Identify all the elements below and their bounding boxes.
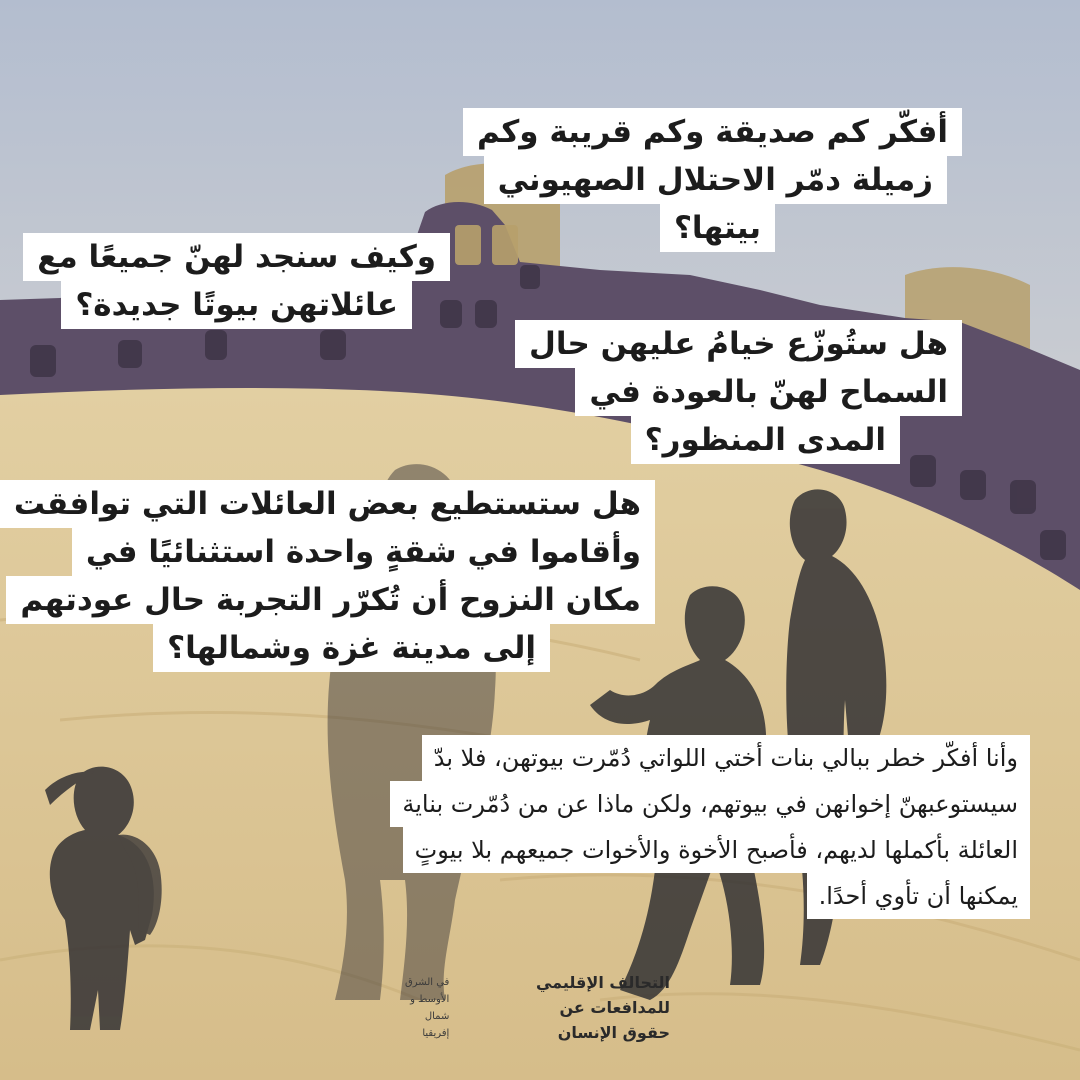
logo-region-text bbox=[405, 974, 449, 1042]
logo-main-line-3: حقوق الإنسان bbox=[557, 1023, 670, 1042]
logo-main-line-1: التحالف الإقليمي bbox=[535, 973, 670, 992]
logo-main-line-2: للمدافعات عن bbox=[559, 998, 670, 1017]
quote-3-line-3: المدى المنظور؟ bbox=[631, 416, 900, 464]
logo-region-line-3: شمال bbox=[424, 1011, 450, 1022]
quote-4-line-1: هل ستستطيع بعض العائلات التي توافقت bbox=[0, 480, 655, 528]
quote-4-line-4: إلى مدينة غزة وشمالها؟ bbox=[153, 624, 550, 672]
quote-2-line-2: عائلاتهن بيوتًا جديدة؟ bbox=[61, 281, 412, 329]
narration-line-1: وأنا أفكّر خطر ببالي بنات أختي اللواتي دُمّرت بيوتهن، فلا بدّ bbox=[422, 735, 1030, 781]
narration-line-4: يمكنها أن تأوي أحدًا. bbox=[807, 873, 1030, 919]
quote-4-line-3: مكان النزوح أن تُكرّر التجربة حال عودتهم bbox=[6, 576, 655, 624]
logo-region-line-1: في الشرق bbox=[405, 977, 450, 988]
quote-1-line-3: بيتها؟ bbox=[660, 204, 775, 252]
quote-1-line-2: زميلة دمّر الاحتلال الصهيوني bbox=[484, 156, 947, 204]
quote-3-line-2: السماح لهنّ بالعودة في bbox=[575, 368, 962, 416]
quote-2-line-1: وكيف سنجد لهنّ جميعًا مع bbox=[23, 233, 450, 281]
narration-line-2: سيستوعبهنّ إخوانهن في بيوتهم، ولكن ماذا عن من دُمّرت بناية bbox=[390, 781, 1030, 827]
logo-main-text bbox=[536, 970, 670, 1045]
organization-logo bbox=[405, 970, 670, 1050]
logo-region-line-4: إفريقيا bbox=[422, 1028, 450, 1039]
quote-1-line-1: أفكّر كم صديقة وكم قريبة وكم bbox=[463, 108, 962, 156]
quote-3-line-1: هل ستُوزّع خيامُ عليهن حال bbox=[515, 320, 962, 368]
logo-region-line-2: الأوسط و bbox=[410, 994, 450, 1005]
narration-line-3: العائلة بأكملها لديهم، فأصبح الأخوة والأخوات جميعهم بلا بيوتٍ bbox=[403, 827, 1030, 873]
quote-4-line-2: وأقاموا في شقةٍ واحدة استثنائيًا في bbox=[72, 528, 655, 576]
